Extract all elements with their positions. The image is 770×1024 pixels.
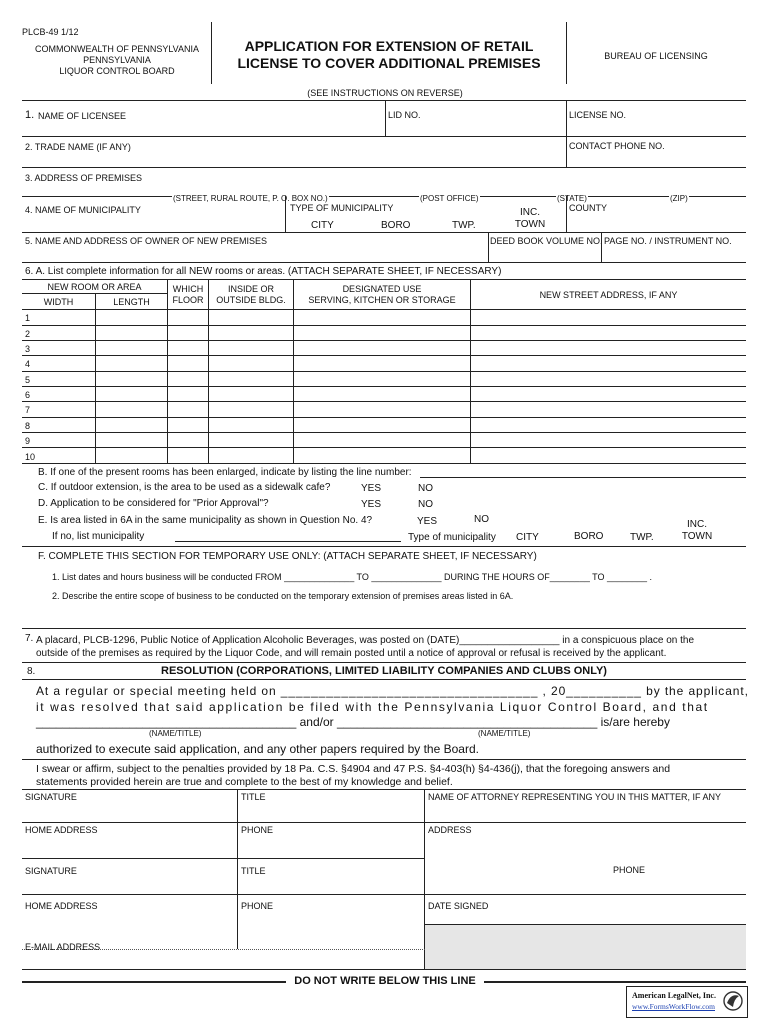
agency-line3: LIQUOR CONTROL BOARD xyxy=(59,66,175,76)
email-input[interactable] xyxy=(25,953,420,967)
rule xyxy=(285,196,286,232)
resolution-line2: it was resolved that said application be filed with the Pennsylvania Liquor Control Board, and that xyxy=(36,700,709,714)
page-no-label: PAGE NO. / INSTRUMENT NO. xyxy=(604,236,732,246)
signature-label-2: SIGNATURE xyxy=(25,866,77,876)
muni-twp-option[interactable]: TWP. xyxy=(452,220,476,231)
col-length: LENGTH xyxy=(113,297,150,307)
6c-no-option[interactable]: NO xyxy=(418,483,433,494)
shaded-area xyxy=(424,924,746,969)
home-address-label-2: HOME ADDRESS xyxy=(25,901,98,911)
row-number: 4 xyxy=(25,359,31,369)
signature-input-2[interactable] xyxy=(25,878,235,892)
6e-town-option[interactable]: TOWN xyxy=(681,531,713,542)
rule xyxy=(22,981,286,983)
municipality-input[interactable] xyxy=(38,216,278,228)
attorney-input[interactable] xyxy=(428,804,742,820)
section7-line1: A placard, PLCB-1296, Public Notice of Application Alcoholic Beverages, was posted on (DATE)__________________ in a conspicuous place on the xyxy=(36,635,695,646)
rule xyxy=(22,969,746,970)
line-number-entry[interactable] xyxy=(420,477,746,478)
name-title-caption-2: (NAME/TITLE) xyxy=(478,729,531,738)
contact-phone-label: CONTACT PHONE NO. xyxy=(569,141,665,151)
col-which: WHICH xyxy=(172,284,204,294)
rule xyxy=(22,232,746,233)
rule xyxy=(22,858,425,859)
rule xyxy=(566,100,567,167)
deed-book-label: DEED BOOK VOLUME NO. xyxy=(490,236,603,246)
row-number: 3 xyxy=(25,344,31,354)
legalnet-logo-icon xyxy=(723,989,743,1013)
row-number: 8 xyxy=(25,421,31,431)
address-state-caption: (STATE) xyxy=(557,194,587,203)
attorney-phone-label: PHONE xyxy=(613,865,646,875)
row-number: 7 xyxy=(25,405,31,415)
rule xyxy=(237,789,238,949)
deed-book-input[interactable] xyxy=(490,248,598,260)
6e-inc-option[interactable]: INC. xyxy=(687,519,707,530)
question-6d: D. Application to be considered for "Prior Approval"? xyxy=(38,498,269,509)
agency-line2: PENNSYLVANIA xyxy=(83,55,151,65)
address-zip-caption: (ZIP) xyxy=(670,194,688,203)
date-signed-label: DATE SIGNED xyxy=(428,901,489,911)
question-6b: B. If one of the present rooms has been enlarged, indicate by listing the line number: xyxy=(38,467,412,478)
list-municipality-label: If no, list municipality xyxy=(52,531,145,542)
address-street-caption: (STREET, RURAL ROUTE, P. O. BOX NO.) xyxy=(173,194,328,203)
trade-name-input[interactable] xyxy=(38,153,558,165)
legalnet-brand: American LegalNet, Inc. xyxy=(632,991,716,1000)
rule xyxy=(22,463,746,464)
title-label-1: TITLE xyxy=(241,792,266,802)
license-no-input[interactable] xyxy=(569,121,739,133)
col-width: WIDTH xyxy=(43,297,74,307)
signature-label-1: SIGNATURE xyxy=(25,792,77,802)
rule xyxy=(22,894,746,895)
date-signed-input[interactable] xyxy=(428,911,742,923)
row-number: 1 xyxy=(25,313,31,323)
name-title-caption-1: (NAME/TITLE) xyxy=(149,729,202,738)
section6a-heading: 6. A. List complete information for all NEW rooms or areas. (ATTACH SEPARATE SHEET, IF NECESSARY) xyxy=(25,266,502,277)
municipality-label: 4. NAME OF MUNICIPALITY xyxy=(25,205,141,215)
rule xyxy=(424,789,425,969)
section8-number: 8. xyxy=(27,666,36,677)
email-label: E-MAIL ADDRESS xyxy=(25,942,101,952)
phone-input-2[interactable] xyxy=(241,913,419,927)
signature-input-1[interactable] xyxy=(25,804,235,820)
6e-twp-option[interactable]: TWP. xyxy=(630,532,654,543)
question-6f: F. COMPLETE THIS SECTION FOR TEMPORARY USE ONLY: (ATTACH SEPARATE SHEET, IF NECESSARY) xyxy=(38,551,537,562)
row-number: 9 xyxy=(25,436,31,446)
legalnet-url[interactable]: www.FormsWorkFlow.com xyxy=(632,1002,716,1011)
oath-line2: statements provided herein are true and complete to the best of my knowledge and belief. xyxy=(36,776,453,788)
home-address-input-1[interactable] xyxy=(25,838,235,854)
contact-phone-input[interactable] xyxy=(569,153,739,165)
question-6c: C. If outdoor extension, is the area to be used as a sidewalk cafe? xyxy=(38,482,331,493)
county-input[interactable] xyxy=(569,216,739,228)
rule xyxy=(22,662,746,663)
rule xyxy=(22,167,746,168)
bureau-label: BUREAU OF LICENSING xyxy=(604,51,708,61)
question-6e: E. Is area listed in 6A in the same municipality as shown in Question No. 4? xyxy=(38,515,373,526)
resolution-line4: authorized to execute said application, and any other papers required by the Board. xyxy=(36,742,479,756)
name-of-licensee-label: NAME OF LICENSEE xyxy=(38,111,127,121)
question-6f2: 2. Describe the entire scope of business to be conducted on the temporary extension of premises areas listed in 6A. xyxy=(52,591,514,601)
license-no-label: LICENSE NO. xyxy=(569,110,627,120)
section7-line2: outside of the premises as required by the Liquor Code, and will remain posted until a notice of approval or refusal is received by the applicant. xyxy=(36,648,667,659)
address-input[interactable] xyxy=(38,182,738,194)
type-of-municipality-label-6e: Type of municipality xyxy=(408,532,496,543)
rule xyxy=(22,309,746,310)
rule xyxy=(22,822,746,823)
col-designated: DESIGNATED USE xyxy=(342,284,422,294)
resolution-line1: At a regular or special meeting held on __________________________________ , 20__________ by the applicant, xyxy=(36,684,749,698)
resolution-line3: _______________________________________ and/or _______________________________________ is/are hereby xyxy=(36,715,670,729)
rule xyxy=(22,279,746,280)
6d-no-option[interactable]: NO xyxy=(418,499,433,510)
county-label: COUNTY xyxy=(569,203,607,213)
trade-name-label: 2. TRADE NAME (IF ANY) xyxy=(25,142,131,152)
rule xyxy=(22,136,746,137)
phone-label-2: PHONE xyxy=(241,901,274,911)
home-address-label-1: HOME ADDRESS xyxy=(25,825,98,835)
q1-number: 1. xyxy=(25,109,35,121)
attorney-label: NAME OF ATTORNEY REPRESENTING YOU IN THIS MATTER, IF ANY xyxy=(428,792,722,802)
rule xyxy=(22,325,746,326)
rule xyxy=(22,371,746,372)
attorney-address-label: ADDRESS xyxy=(428,825,472,835)
col-serving: SERVING, KITCHEN OR STORAGE xyxy=(308,295,456,305)
do-not-write-label: DO NOT WRITE BELOW THIS LINE xyxy=(294,975,476,987)
col-inside: INSIDE OR xyxy=(227,284,274,294)
section7-number: 7. xyxy=(25,633,34,644)
col-floor: FLOOR xyxy=(172,295,204,305)
rule xyxy=(22,401,746,402)
muni-town-option[interactable]: TOWN xyxy=(514,219,546,230)
rule xyxy=(424,924,746,925)
6e-boro-option[interactable]: BORO xyxy=(574,531,604,542)
row-number: 6 xyxy=(25,390,31,400)
rule xyxy=(22,759,746,760)
page-no-input[interactable] xyxy=(604,248,742,260)
owner-label: 5. NAME AND ADDRESS OF OWNER OF NEW PREMISES xyxy=(25,236,268,246)
list-municipality-entry[interactable] xyxy=(175,541,401,542)
col-outside: OUTSIDE BLDG. xyxy=(216,295,286,305)
6e-no-option[interactable]: NO xyxy=(474,514,489,525)
row-number: 5 xyxy=(25,375,31,385)
rule xyxy=(22,432,746,433)
form-title-line2: LICENSE TO COVER ADDITIONAL PREMISES xyxy=(237,55,541,71)
phone-label-1: PHONE xyxy=(241,825,274,835)
rule xyxy=(385,100,386,136)
oath-line1: I swear or affirm, subject to the penalties provided by 18 Pa. C.S. §4904 and 47 P.S. §4-403(h) §4-436(j), that the foregoing answers and xyxy=(36,763,671,775)
col-street: NEW STREET ADDRESS, IF ANY xyxy=(539,290,678,300)
rule xyxy=(22,628,746,629)
6d-yes-option[interactable]: YES xyxy=(361,499,382,510)
address-post-office-caption: (POST OFFICE) xyxy=(420,194,479,203)
rule xyxy=(22,196,746,197)
lid-no-input[interactable] xyxy=(388,121,558,133)
row-number: 10 xyxy=(25,452,36,462)
row-number: 2 xyxy=(25,329,31,339)
rule xyxy=(22,789,746,790)
resolution-heading: RESOLUTION (CORPORATIONS, LIMITED LIABILITY COMPANIES AND CLUBS ONLY) xyxy=(161,665,607,677)
6c-yes-option[interactable]: YES xyxy=(361,483,382,494)
agency-line1: COMMONWEALTH OF PENNSYLVANIA xyxy=(34,44,200,54)
home-address-input-2[interactable] xyxy=(25,913,235,927)
rule xyxy=(601,232,602,262)
rule xyxy=(22,417,746,418)
rule xyxy=(484,981,746,983)
muni-inc-option[interactable]: INC. xyxy=(520,207,540,218)
attorney-address-input[interactable] xyxy=(428,838,742,854)
title-label-2: TITLE xyxy=(241,866,266,876)
name-of-licensee-input[interactable] xyxy=(38,121,378,133)
rule xyxy=(22,386,746,387)
title-input-1[interactable] xyxy=(241,804,419,820)
rule xyxy=(22,679,746,680)
rule xyxy=(22,355,746,356)
type-of-municipality-label: TYPE OF MUNICIPALITY xyxy=(290,203,394,213)
rule xyxy=(22,546,746,547)
rule xyxy=(566,196,567,232)
form-number: PLCB-49 1/12 xyxy=(22,27,79,37)
title-input-2[interactable] xyxy=(241,878,419,892)
muni-city-option[interactable]: CITY xyxy=(311,220,334,231)
instructions-note: (SEE INSTRUCTIONS ON REVERSE) xyxy=(307,88,463,98)
rule xyxy=(22,447,746,448)
owner-input[interactable] xyxy=(38,248,478,260)
form-title-line1: APPLICATION FOR EXTENSION OF RETAIL xyxy=(244,38,534,54)
rule xyxy=(22,100,746,101)
6e-yes-option[interactable]: YES xyxy=(417,516,438,527)
phone-input-1[interactable] xyxy=(241,838,419,854)
rule xyxy=(22,340,746,341)
6e-city-option[interactable]: CITY xyxy=(516,532,539,543)
attorney-phone-input[interactable] xyxy=(428,878,742,892)
col-new-room: NEW ROOM OR AREA xyxy=(47,282,142,292)
muni-boro-option[interactable]: BORO xyxy=(381,220,411,231)
rule xyxy=(488,232,489,262)
rule xyxy=(95,293,96,463)
address-label: 3. ADDRESS OF PREMISES xyxy=(25,173,143,183)
lid-no-label: LID NO. xyxy=(388,110,421,120)
rule xyxy=(22,262,746,263)
question-6f1: 1. List dates and hours business will be conducted FROM ______________ TO ______________ DURING THE HOURS OF________ TO ________ . xyxy=(52,572,653,582)
